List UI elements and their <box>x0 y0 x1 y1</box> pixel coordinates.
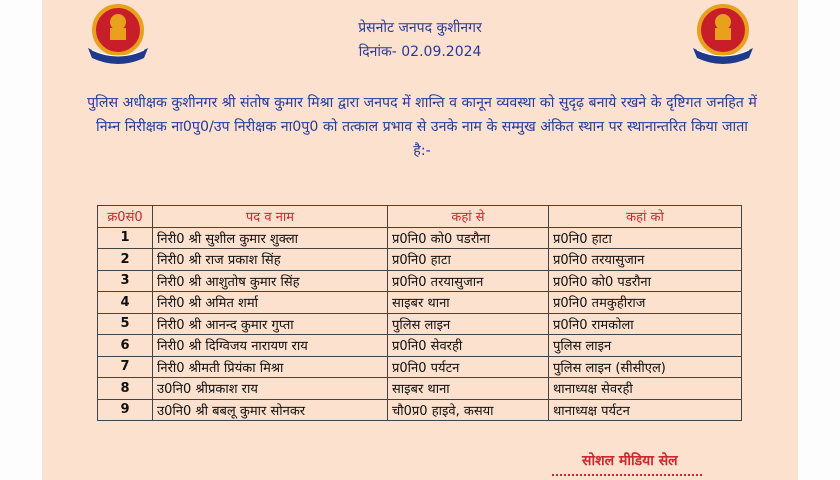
from-cell: पुलिस लाइन <box>388 313 549 335</box>
name-cell: निरी0 श्री सुशील कुमार शुक्ला <box>153 227 388 249</box>
to-cell: पुलिस लाइन (सीसीएल) <box>549 356 742 378</box>
serial-cell: 9 <box>98 399 153 421</box>
table-row <box>98 270 742 292</box>
from-cell: प्र0नि0 हाटा <box>388 249 549 271</box>
table-row <box>98 399 742 421</box>
col-header-name: पद व नाम <box>153 206 388 228</box>
table-row <box>98 292 742 314</box>
to-cell: प्र0नि0 रामकोला <box>549 313 742 335</box>
serial-cell: 7 <box>98 356 153 378</box>
from-cell: चौ0प्र0 हाइवे, कसया <box>388 399 549 421</box>
to-cell: प्र0नि0 तरयासुजान <box>549 249 742 271</box>
to-cell: प्र0नि0 तमकुहीराज <box>549 292 742 314</box>
serial-cell: 5 <box>98 313 153 335</box>
from-cell: प्र0नि0 सेवरही <box>388 335 549 357</box>
name-cell: निरी0 श्री राज प्रकाश सिंह <box>153 249 388 271</box>
serial-cell: 6 <box>98 335 153 357</box>
press-note-title: प्रेसनोट जनपद कुशीनगर <box>358 20 482 36</box>
name-cell: निरी0 श्री आनन्द कुमार गुप्ता <box>153 313 388 335</box>
to-cell: थानाध्यक्ष पर्यटन <box>549 399 742 421</box>
serial-cell: 3 <box>98 270 153 292</box>
from-cell: प्र0नि0 तरयासुजान <box>388 270 549 292</box>
from-cell: साइबर थाना <box>388 292 549 314</box>
press-note-date: दिनांक- 02.09.2024 <box>358 44 482 60</box>
table-row <box>98 335 742 357</box>
table-header-row <box>98 206 742 228</box>
social-media-cell-label: सोशल मीडिया सेल <box>582 453 678 469</box>
table-row <box>98 227 742 249</box>
table-row <box>98 356 742 378</box>
to-cell: पुलिस लाइन <box>549 335 742 357</box>
from-cell: प्र0नि0 को0 पडरौना <box>388 227 549 249</box>
serial-cell: 1 <box>98 227 153 249</box>
serial-cell: 2 <box>98 249 153 271</box>
name-cell: निरी0 श्री अमित शर्मा <box>153 292 388 314</box>
col-header-serial: क्र0सं0 <box>98 206 153 228</box>
serial-cell: 8 <box>98 378 153 400</box>
name-cell: निरी0 श्री आशुतोष कुमार सिंह <box>153 270 388 292</box>
cut-off-signature <box>552 474 702 480</box>
col-header-to: कहां को <box>549 206 742 228</box>
from-cell: साइबर थाना <box>388 378 549 400</box>
table-row <box>98 378 742 400</box>
intro-paragraph: पुलिस अधीक्षक कुशीनगर श्री संतोष कुमार मिश्रा द्वारा जनपद में शान्ति व कानून व्यवस्था को सुदृढ़ बनाये रखने के दृष्टिगत जनहित में निम्न निरीक्षक ना0पु0/उप निरीक्षक ना0पु0 को तत्काल प्रभाव से उनके नाम के सम्मुख अंकित स्थान पर स्थानान्तरित किया जाता है:- <box>87 95 757 159</box>
transfer-table <box>97 205 742 421</box>
to-cell: थानाध्यक्ष सेवरही <box>549 378 742 400</box>
from-cell: प्र0नि0 पर्यटन <box>388 356 549 378</box>
col-header-from: कहां से <box>388 206 549 228</box>
to-cell: प्र0नि0 हाटा <box>549 227 742 249</box>
table-row <box>98 249 742 271</box>
press-note-page <box>42 0 798 480</box>
to-cell: प्र0नि0 को0 पडरौना <box>549 270 742 292</box>
name-cell: निरी0 श्री दिग्विजय नारायण राय <box>153 335 388 357</box>
name-cell: निरी0 श्रीमती प्रियंका मिश्रा <box>153 356 388 378</box>
name-cell: उ0नि0 श्रीप्रकाश राय <box>153 378 388 400</box>
serial-cell: 4 <box>98 292 153 314</box>
name-cell: उ0नि0 श्री बबलू कुमार सोनकर <box>153 399 388 421</box>
table-row <box>98 313 742 335</box>
